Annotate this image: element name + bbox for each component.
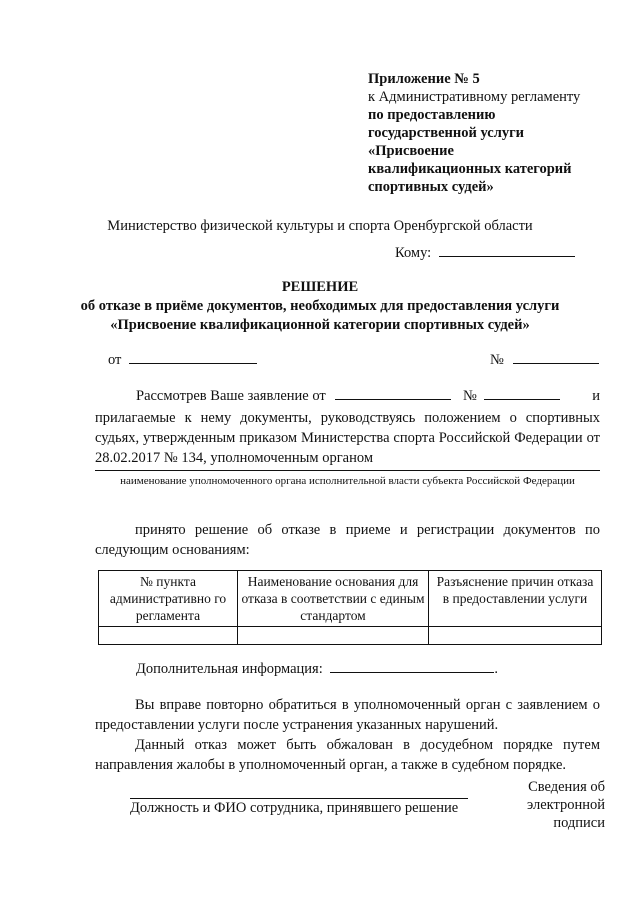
- date-label: от: [108, 352, 122, 368]
- application-intro: Рассмотрев Ваше заявление от: [136, 388, 326, 404]
- application-and: и: [592, 388, 600, 404]
- title-main: РЕШЕНИЕ: [281, 279, 359, 295]
- appendix-line: к Административному регламенту: [368, 89, 581, 105]
- appendix-line: государственной услуги: [368, 125, 525, 141]
- appendix-header: [368, 70, 618, 196]
- title-subtitle: об отказе в приёме документов, необходимых для предоставления услуги: [80, 298, 560, 314]
- table-row: [99, 627, 602, 645]
- authority-caption: наименование уполномоченного органа исполнительной власти субъекта Российской Федерации: [95, 470, 600, 488]
- application-line: [136, 388, 600, 405]
- application-text: прилагаемые к нему документы, руководствуясь положением о спортивных судьях, утвержденным приказом Министерства спорта Российской Федерации от 28.02.2017 № 134, уполномоченным органом: [95, 410, 600, 466]
- title-service: «Присвоение квалификационной категории спортивных судей»: [110, 317, 530, 333]
- additional-info-label: Дополнительная информация:: [136, 661, 323, 677]
- electronic-signature-info: Сведения об электронной подписи: [527, 779, 606, 831]
- appendix-line: спортивных судей»: [368, 179, 494, 195]
- appendix-number: Приложение № 5: [368, 71, 480, 87]
- additional-info-end: .: [494, 661, 499, 677]
- header-explanation: Разъяснение причин отказа в предоставлении услуги: [429, 571, 602, 627]
- table-header-row: [99, 571, 602, 627]
- number-field: [490, 352, 599, 369]
- application-number-blank: [484, 399, 560, 400]
- ministry-name: Министерство физической культуры и спорта Оренбургской области: [107, 218, 533, 234]
- recipient-label: Кому:: [395, 245, 432, 261]
- additional-info: [136, 661, 498, 678]
- number-label: №: [490, 352, 504, 368]
- appeal-text: Данный отказ может быть обжалован в досудебном порядке путем направления жалобы в уполномоченный орган, а также в судебном порядке.: [95, 737, 600, 773]
- additional-info-blank: [330, 672, 494, 673]
- table-cell: [99, 627, 238, 645]
- appendix-line: «Присвоение: [368, 143, 454, 159]
- signature-label: Должность и ФИО сотрудника, принявшего решение: [130, 800, 459, 816]
- application-date-blank: [335, 399, 451, 400]
- recipient-field: [395, 245, 575, 262]
- decision-text: принято решение об отказе в приеме и регистрации документов по следующим основаниям:: [95, 522, 600, 558]
- date-blank: [129, 363, 257, 364]
- appendix-line: по предоставлению: [368, 107, 496, 123]
- appendix-line: квалификационных категорий: [368, 161, 572, 177]
- table-cell: [429, 627, 602, 645]
- application-number-label: №: [463, 388, 477, 404]
- signature-line: [130, 798, 468, 799]
- table-cell: [238, 627, 429, 645]
- grounds-table: [98, 570, 602, 645]
- header-ground-name: Наименование основания для отказа в соответствии с единым стандартом: [238, 571, 429, 627]
- document-title: [0, 278, 640, 335]
- number-blank: [513, 363, 599, 364]
- recipient-blank: [439, 256, 575, 257]
- date-field: [108, 352, 257, 369]
- header-paragraph-number: № пункта административно го регламента: [99, 571, 238, 627]
- reapply-text: Вы вправе повторно обратиться в уполномоченный орган с заявлением о предоставлении услуги после устранения указанных нарушений.: [95, 697, 600, 733]
